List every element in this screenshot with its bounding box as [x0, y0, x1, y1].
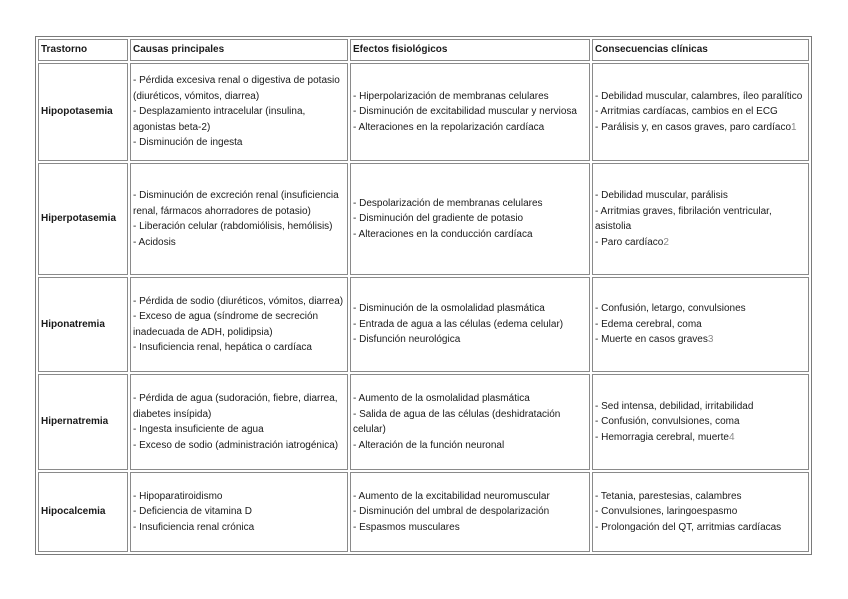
effects-line-text: - Aumento de la excitabilidad neuromuscular	[353, 490, 550, 502]
effects-line	[353, 520, 587, 536]
causes-line-text: - Hipoparatiroidismo	[133, 490, 223, 502]
effects-line	[353, 504, 587, 520]
causes-line-text: - Insuficiencia renal crónica	[133, 521, 255, 533]
causes-line-text: - Acidosis	[133, 236, 176, 248]
effects-cell	[350, 163, 590, 275]
causes-cell	[130, 472, 348, 552]
effects-line-text: - Disminución de la osmolalidad plasmática	[353, 303, 545, 315]
consequences-line	[595, 332, 806, 348]
consequences-line-text: - Paro cardíaco	[595, 236, 664, 248]
disorder-cell: Hiperpotasemia	[38, 163, 128, 275]
consequences-cell	[592, 277, 809, 372]
effects-line-text: - Disminución del gradiente de potasio	[353, 213, 524, 225]
citation-ref[interactable]: 4	[728, 431, 735, 443]
consequences-line	[595, 430, 806, 446]
effects-line	[353, 89, 587, 105]
consequences-line-text: - Convulsiones, laringoespasmo	[595, 506, 738, 518]
consequences-line	[595, 520, 806, 536]
causes-line	[133, 489, 345, 505]
causes-line-text: - Disminución de excreción renal (insuficiencia renal, fármacos ahorradores de potasio)	[133, 190, 339, 217]
consequences-line	[595, 89, 806, 105]
causes-line	[133, 504, 345, 520]
effects-line-text: - Disfunción neurológica	[353, 334, 461, 346]
consequences-line	[595, 489, 806, 505]
consequences-line	[595, 235, 806, 251]
disorder-cell: Hipernatremia	[38, 374, 128, 470]
citation-ref[interactable]: 1	[791, 121, 797, 133]
causes-line-text: - Deficiencia de vitamina D	[133, 506, 252, 518]
effects-line-text: - Salida de agua de las células (deshidratación celular)	[353, 408, 561, 435]
consequences-line-text: - Parálisis y, en casos graves, paro cardíaco	[595, 121, 792, 133]
causes-cell	[130, 374, 348, 470]
causes-line	[133, 422, 345, 438]
consequences-line-text: - Arritmias graves, fibrilación ventricular, asistolia	[595, 205, 772, 232]
header-efectos: Efectos fisiológicos	[350, 39, 590, 61]
disorder-cell: Hiponatremia	[38, 277, 128, 372]
causes-line	[133, 235, 345, 251]
causes-line-text: - Ingesta insuficiente de agua	[133, 424, 264, 435]
effects-cell	[350, 374, 590, 470]
causes-cell	[130, 277, 348, 372]
consequences-line-text: - Tetania, parestesias, calambres	[595, 490, 742, 502]
effects-line	[353, 391, 587, 407]
effects-cell	[350, 63, 590, 161]
citation-ref[interactable]: 2	[663, 236, 669, 248]
table-row	[38, 277, 809, 372]
consequences-cell	[592, 472, 809, 552]
causes-line	[133, 219, 345, 235]
consequences-line-text: - Arritmias cardíacas, cambios en el ECG	[595, 106, 778, 118]
effects-line-text: - Hiperpolarización de membranas celulares	[353, 90, 549, 102]
effects-line-text: - Aumento de la osmolalidad plasmática	[353, 393, 530, 404]
effects-line-text: - Espasmos musculares	[353, 521, 460, 533]
consequences-line	[595, 120, 806, 136]
consequences-cell	[592, 163, 809, 275]
citation-ref[interactable]: 3	[707, 334, 714, 346]
effects-line	[353, 489, 587, 505]
consequences-line-text: - Confusión, letargo, convulsiones	[595, 303, 746, 315]
causes-line-text: - Pérdida de agua (sudoración, fiebre, diarrea, diabetes insípida)	[133, 393, 338, 420]
effects-line	[353, 438, 587, 454]
consequences-line-text: - Hemorragia cerebral, muerte	[595, 431, 729, 443]
consequences-line-text: - Prolongación del QT, arritmias cardíacas	[595, 521, 782, 533]
causes-line-text: - Disminución de ingesta	[133, 137, 243, 149]
causes-line	[133, 520, 345, 536]
consequences-line	[595, 104, 806, 120]
effects-line	[353, 104, 587, 120]
causes-line	[133, 73, 345, 104]
causes-line-text: - Desplazamiento intracelular (insulina, agonistas beta-2)	[133, 106, 306, 133]
effects-line-text: - Alteraciones en la repolarización cardíaca	[353, 121, 545, 133]
effects-line	[353, 120, 587, 136]
causes-line	[133, 104, 345, 135]
consequences-line	[595, 504, 806, 520]
effects-line-text: - Alteración de la función neuronal	[353, 439, 505, 451]
causes-cell	[130, 63, 348, 161]
causes-line-text: - Exceso de sodio (administración iatrogénica)	[133, 439, 339, 451]
causes-line	[133, 340, 345, 356]
table-row	[38, 163, 809, 275]
disorder-cell: Hipocalcemia	[38, 472, 128, 552]
causes-line	[133, 391, 345, 422]
table-body	[38, 63, 809, 552]
effects-line-text: - Alteraciones en la conducción cardíaca	[353, 228, 533, 240]
causes-line-text: - Pérdida excesiva renal o digestiva de potasio (diuréticos, vómitos, diarrea)	[133, 75, 340, 102]
table-header-row	[38, 39, 809, 61]
consequences-line-text: - Sed intensa, debilidad, irritabilidad	[595, 400, 754, 412]
header-consecuencias: Consecuencias clínicas	[592, 39, 809, 61]
consequences-line-text: - Edema cerebral, coma	[595, 318, 702, 330]
consequences-line	[595, 317, 806, 333]
electrolyte-disorders-table	[35, 36, 812, 555]
causes-line	[133, 135, 345, 151]
consequences-cell	[592, 63, 809, 161]
causes-line-text: - Pérdida de sodio (diuréticos, vómitos, diarrea)	[133, 295, 344, 307]
causes-line-text: - Liberación celular (rabdomiólisis, hemólisis)	[133, 221, 333, 232]
effects-line-text: - Despolarización de membranas celulares	[353, 197, 543, 209]
causes-cell	[130, 163, 348, 275]
effects-cell	[350, 472, 590, 552]
consequences-line-text: - Muerte en casos graves	[595, 334, 708, 346]
effects-line	[353, 211, 587, 227]
effects-line	[353, 196, 587, 212]
effects-line-text: - Entrada de agua a las células (edema celular)	[353, 318, 564, 330]
effects-line	[353, 332, 587, 348]
effects-cell	[350, 277, 590, 372]
consequences-line-text: - Debilidad muscular, parálisis	[595, 190, 728, 201]
effects-line-text: - Disminución del umbral de despolarización	[353, 506, 550, 518]
effects-line	[353, 301, 587, 317]
effects-line-text: - Disminución de excitabilidad muscular y nerviosa	[353, 106, 577, 118]
table-row	[38, 472, 809, 552]
causes-line	[133, 309, 345, 340]
consequences-line	[595, 399, 806, 415]
consequences-line-text: - Debilidad muscular, calambres, íleo paralítico	[595, 90, 803, 102]
effects-line	[353, 227, 587, 243]
consequences-line	[595, 188, 806, 204]
consequences-line-text: - Confusión, convulsiones, coma	[595, 416, 740, 428]
causes-line-text: - Insuficiencia renal, hepática o cardíaca	[133, 342, 312, 353]
effects-line	[353, 407, 587, 438]
consequences-line	[595, 301, 806, 317]
causes-line	[133, 188, 345, 219]
causes-line	[133, 294, 345, 310]
effects-line	[353, 317, 587, 333]
consequences-cell	[592, 374, 809, 470]
disorder-cell: Hipopotasemia	[38, 63, 128, 161]
header-trastorno: Trastorno	[38, 39, 128, 61]
table-row	[38, 63, 809, 161]
table-row	[38, 374, 809, 470]
consequences-line	[595, 204, 806, 235]
header-causas: Causas principales	[130, 39, 348, 61]
causes-line	[133, 438, 345, 454]
consequences-line	[595, 414, 806, 430]
causes-line-text: - Exceso de agua (síndrome de secreción inadecuada de ADH, polidipsia)	[133, 311, 319, 338]
